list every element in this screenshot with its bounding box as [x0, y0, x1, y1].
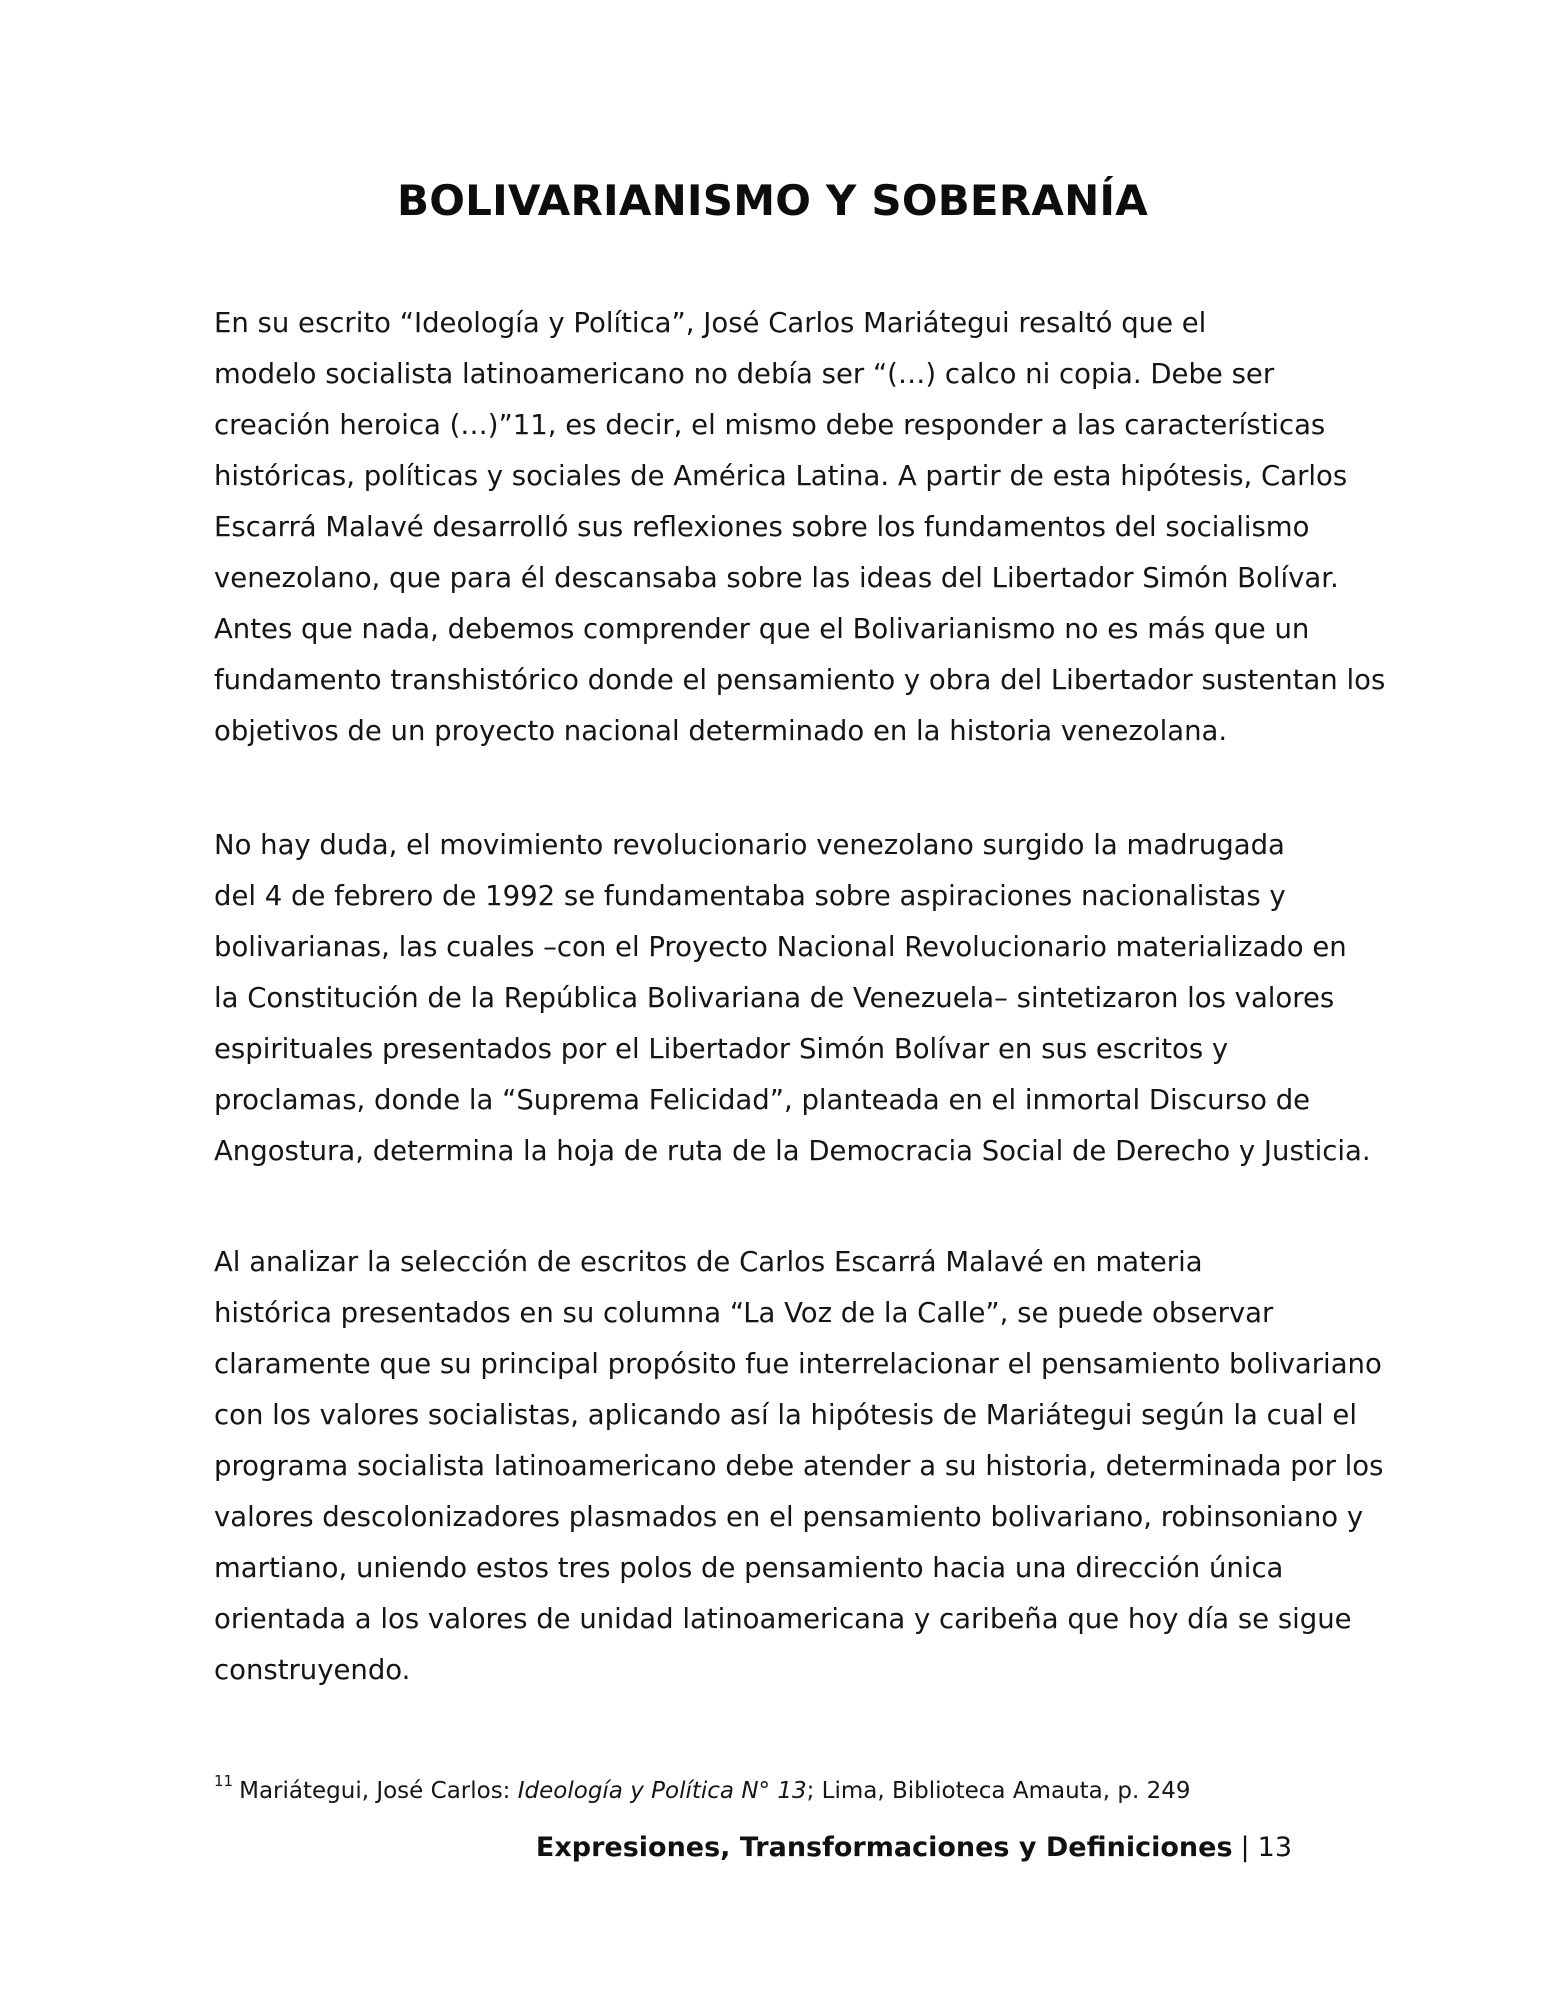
paragraph-line: bolivarianas, las cuales –con el Proyecto Nacional Revolucionario materializado en — [214, 931, 1347, 963]
paragraph-2 — [214, 820, 1371, 1177]
paragraph-line: Escarrá Malavé desarrolló sus reflexiones sobre los fundamentos del socialismo — [214, 511, 1310, 543]
footnote-work-title: Ideología y Política N° 13 — [517, 1778, 807, 1804]
paragraph-line: orientada a los valores de unidad latinoamericana y caribeña que hoy día se sigue — [214, 1603, 1352, 1635]
paragraph-line: programa socialista latinoamericano debe atender a su historia, determinada por los — [214, 1450, 1384, 1482]
footer-separator: | — [1240, 1832, 1250, 1863]
page-number: 13 — [1257, 1832, 1292, 1863]
footnote — [214, 1772, 1191, 1804]
paragraph-line: histórica presentados en su columna “La Voz de la Calle”, se puede observar — [214, 1297, 1274, 1329]
paragraph-line: Al analizar la selección de escritos de Carlos Escarrá Malavé en materia — [214, 1246, 1203, 1278]
footnote-author: Mariátegui, José Carlos: — [239, 1778, 518, 1804]
footer-book-title: Expresiones, Transformaciones y Definiciones — [535, 1832, 1233, 1863]
paragraph-line: históricas, políticas y sociales de América Latina. A partir de esta hipótesis, Carlos — [214, 460, 1348, 492]
paragraph-line: No hay duda, el movimiento revolucionario venezolano surgido la madrugada — [214, 829, 1285, 861]
paragraph-line: martiano, uniendo estos tres polos de pensamiento hacia una dirección única — [214, 1552, 1284, 1584]
paragraph-1 — [214, 298, 1386, 757]
paragraph-line: objetivos de un proyecto nacional determinado en la historia venezolana. — [214, 715, 1228, 747]
paragraph-line: Antes que nada, debemos comprender que el Bolivarianismo no es más que un — [214, 613, 1310, 645]
paragraph-line: espirituales presentados por el Libertador Simón Bolívar en sus escritos y — [214, 1033, 1229, 1065]
paragraph-line: modelo socialista latinoamericano no debía ser “(…) calco ni copia. Debe ser — [214, 358, 1275, 390]
footnote-publication: ; Lima, Biblioteca Amauta, p. 249 — [806, 1778, 1191, 1804]
paragraph-line: fundamento transhistórico donde el pensamiento y obra del Libertador sustentan los — [214, 664, 1386, 696]
paragraph-line: Angostura, determina la hoja de ruta de la Democracia Social de Derecho y Justicia. — [214, 1135, 1371, 1167]
paragraph-line: del 4 de febrero de 1992 se fundamentaba sobre aspiraciones nacionalistas y — [214, 880, 1286, 912]
paragraph-line: construyendo. — [214, 1654, 411, 1686]
running-footer — [536, 1832, 1292, 1863]
paragraph-line: proclamas, donde la “Suprema Felicidad”, planteada en el inmortal Discurso de — [214, 1084, 1311, 1116]
paragraph-line: venezolano, que para él descansaba sobre las ideas del Libertador Simón Bolívar. — [214, 562, 1339, 594]
paragraph-line: En su escrito “Ideología y Política”, José Carlos Mariátegui resaltó que el — [214, 307, 1207, 339]
paragraph-line: con los valores socialistas, aplicando así la hipótesis de Mariátegui según la cual el — [214, 1399, 1357, 1431]
footnote-number: 11 — [214, 1772, 234, 1790]
paragraph-3 — [214, 1237, 1384, 1696]
paragraph-line: creación heroica (…)”11, es decir, el mismo debe responder a las características — [214, 409, 1326, 441]
paragraph-line: valores descolonizadores plasmados en el pensamiento bolivariano, robinsoniano y — [214, 1501, 1364, 1533]
paragraph-line: claramente que su principal propósito fue interrelacionar el pensamiento bolivariano — [214, 1348, 1382, 1380]
page-title: BOLIVARIANISMO Y SOBERANÍA — [397, 176, 1148, 225]
paragraph-line: la Constitución de la República Bolivariana de Venezuela– sintetizaron los valores — [214, 982, 1335, 1014]
